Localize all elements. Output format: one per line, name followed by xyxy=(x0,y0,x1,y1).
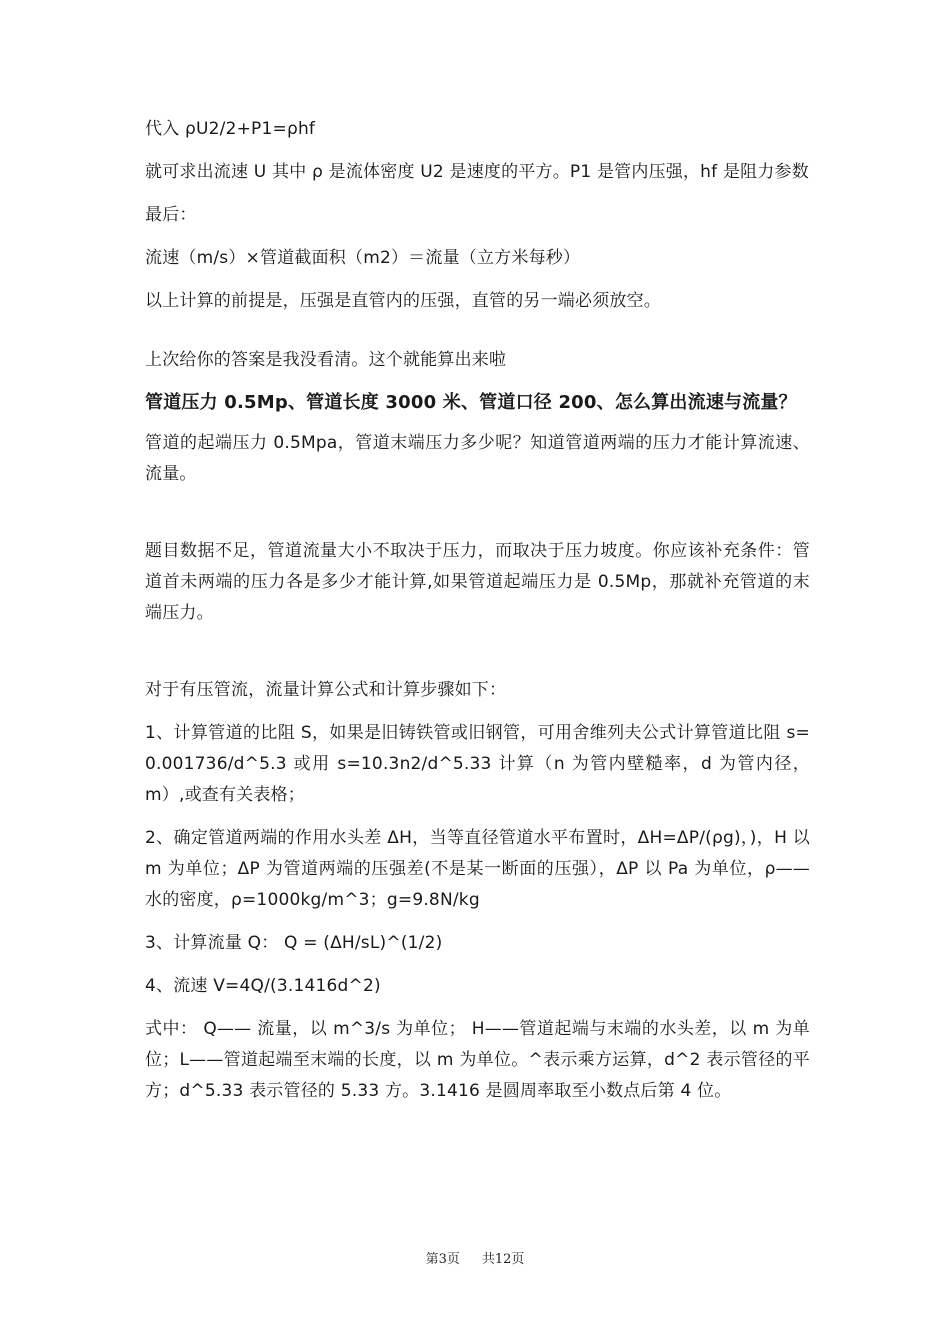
finally-label: 最后： xyxy=(145,205,197,225)
velocity-explanation: 就可求出流速 U 其中 ρ 是流体密度 U2 是速度的平方。P1 是管内压强，hf 是阻力参数 xyxy=(145,162,809,182)
step-1: 1、计算管道的比阻 S，如果是旧铸铁管或旧钢管，可用舍维列夫公式计算管道比阻 s=0.001736/d^5.3 或用 s=10.3n2/d^5.33 计算（n 为管内壁糙率，d 为管内径，m）,或查有关表格； xyxy=(145,723,810,805)
answer-paragraph-1: 管道的起端压力 0.5Mpa，管道末端压力多少呢？知道管道两端的压力才能计算流速、流量。 xyxy=(145,433,810,484)
page-content xyxy=(145,114,810,1119)
premise-note: 以上计算的前提是，压强是直管内的压强，直管的另一端必须放空。 xyxy=(145,291,661,311)
page-number: 第3页 xyxy=(425,1252,460,1267)
previous-answer-note: 上次给你的答案是我没看清。这个就能算出来啦 xyxy=(145,350,507,370)
flow-formula: 流速（m/s）×管道截面积（m2）＝流量（立方米每秒） xyxy=(145,248,581,268)
symbol-legend: 式中： Q—— 流量，以 m^3/s 为单位； H——管道起端与末端的水头差，以 m 为单位；L——管道起端至末端的长度，以 m 为单位。^表示乘方运算，d^2 表示管径的平方；d^5.33 表示管径的 5.33 方。3.1416 是圆周率取至小数点后第 4 位。 xyxy=(145,1019,810,1101)
question-heading: 管道压力 0.5Mp、管道长度 3000 米、管道口径 200、怎么算出流速与流量？ xyxy=(145,392,797,413)
step-4: 4、流速 V=4Q/(3.1416d^2) xyxy=(145,976,381,996)
step-3: 3、计算流量 Q： Q = (ΔH/sL)^(1/2) xyxy=(145,933,443,953)
steps-intro: 对于有压管流，流量计算公式和计算步骤如下： xyxy=(145,680,507,700)
step-2: 2、确定管道两端的作用水头差 ΔH，当等直径管道水平布置时，ΔH=ΔP/(ρg)，)，H 以 m 为单位；ΔP 为管道两端的压强差(不是某一断面的压强），ΔP 以 Pa 为单位，ρ——水的密度，ρ=1000kg/m^3；g=9.8N/kg xyxy=(145,828,810,910)
formula-line: 代入 ρU2/2+P1=ρhf xyxy=(145,119,316,139)
page-footer xyxy=(0,1248,950,1267)
answer-paragraph-2: 题目数据不足，管道流量大小不取决于压力，而取决于压力坡度。你应该补充条件：管道首未两端的压力各是多少才能计算,如果管道起端压力是 0.5Mp，那就补充管道的末端压力。 xyxy=(145,541,810,623)
page-total: 共12页 xyxy=(481,1252,525,1267)
